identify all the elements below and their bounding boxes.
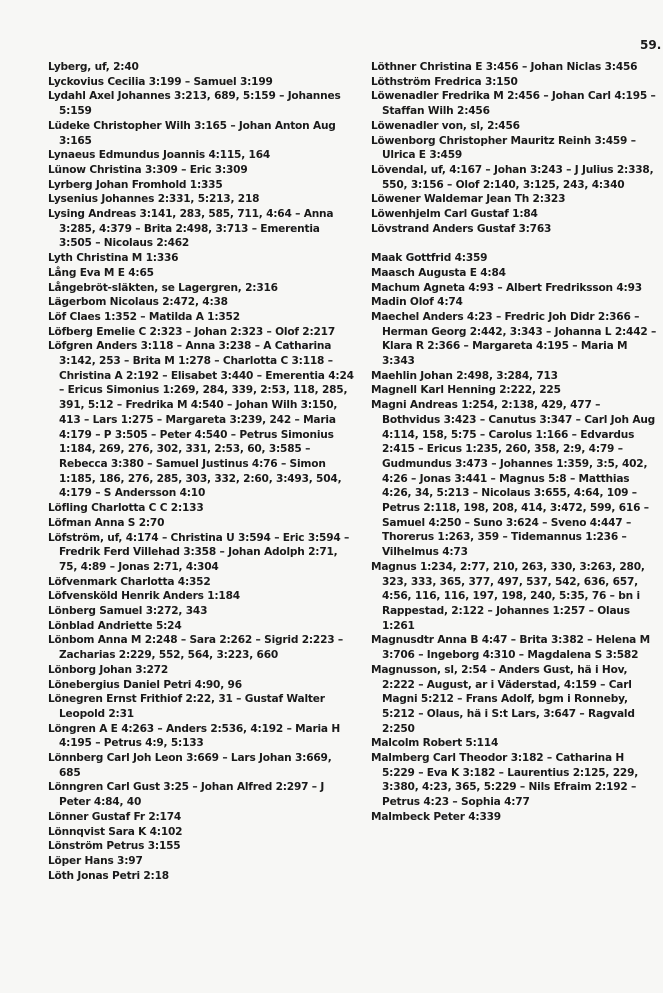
index-entry: Lönbom Anna M 2:248 – Sara 2:262 – Sigrid 2:223 – Zacharias 2:229, 552, 564, 3:223, 660 — [48, 634, 344, 662]
index-entry: Löthström Fredrica 3:150 — [371, 75, 518, 88]
index-entry: Lynaeus Edmundus Joannis 4:115, 164 — [48, 149, 271, 162]
index-entry: Lövstrand Anders Gustaf 3:763 — [371, 222, 552, 235]
index-entry: Löfman Anna S 2:70 — [48, 516, 165, 529]
index-column-right — [371, 60, 659, 825]
index-entry: Maechel Anders 4:23 – Fredric Joh Didr 2:366 – Herman Georg 2:442, 3:343 – Johanna L 2:442 – Klara R 2:366 – Margareta 4:195 – Maria M 3:343 — [371, 310, 657, 368]
index-entry: Maehlin Johan 2:498, 3:284, 713 — [371, 369, 558, 382]
index-entry: Löwener Waldemar Jean Th 2:323 — [371, 193, 566, 206]
index-entry: Lyberg, uf, 2:40 — [48, 61, 139, 73]
index-entry: Löwenborg Christopher Mauritz Reinh 3:459 – Ulrica E 3:459 — [371, 134, 636, 162]
index-entry: Löwenhjelm Carl Gustaf 1:84 — [371, 208, 538, 221]
index-entry: Löper Hans 3:97 — [48, 854, 143, 867]
index-entry: Malmbeck Peter 4:339 — [371, 810, 501, 823]
index-entry: Magnusson, sl, 2:54 – Anders Gust, hä i Hov, 2:222 – August, ar i Väderstad, 4:159 – Carl Magni 5:212 – Frans Adolf, bgm i Ronneby, 5:212 – Olaus, hä i S:t Lars, 3:647 – Ragvald 2:250 — [371, 663, 635, 735]
index-entry: Lydahl Axel Johannes 3:213, 689, 5:159 – Johannes 5:159 — [48, 90, 341, 118]
index-entry: Magni Andreas 1:254, 2:138, 429, 477 – Bothvidus 3:423 – Canutus 3:347 – Carl Joh Aug 4:114, 158, 5:75 – Carolus 1:166 – Edvardus 2:415 – Ericus 1:235, 260, 358, 2:9, 4:79 – Gudmundus 3:473 – Johannes 1:359, 3:5, 402, 4:26 – Jonas 3:441 – Magnus 5:8 – Matthias 4:26, 34, 5:213 – Nicolaus 3:655, 4:64, 109 – Petrus 2:118, 198, 208, 414, 3:472, 599, 616 – Samuel 4:250 – Suno 3:624 – Sveno 4:447 – Thorerus 1:263, 359 – Tidemannus 1:236 – Vilhelmus 4:73 — [371, 399, 656, 559]
index-entry: Långebröt-släkten, se Lagergren, 2:316 — [48, 281, 278, 294]
page-number: 59. — [640, 38, 662, 52]
index-entry: Löfvensköld Henrik Anders 1:184 — [48, 590, 240, 603]
index-entry: Magnell Karl Henning 2:222, 225 — [371, 384, 561, 397]
index-entry: Lönnberg Carl Joh Leon 3:669 – Lars Johan 3:669, 685 — [48, 752, 332, 779]
index-column-left — [48, 60, 354, 883]
index-entry: Lyth Christina M 1:336 — [48, 252, 179, 265]
index-entry: Malcolm Robert 5:114 — [371, 737, 499, 750]
index-entry: Lyckovius Cecilia 3:199 – Samuel 3:199 — [48, 75, 273, 88]
index-entry: Lyrberg Johan Fromhold 1:335 — [48, 178, 223, 191]
index-entry: Madin Olof 4:74 — [371, 296, 463, 309]
index-entry: Lägerbom Nicolaus 2:472, 4:38 — [48, 296, 228, 309]
index-entry: Lönnqvist Sara K 4:102 — [48, 825, 183, 838]
index-entry: Lönegren Ernst Frithiof 2:22, 31 – Gustaf Walter Leopold 2:31 — [48, 693, 325, 720]
index-entry: Lönborg Johan 3:272 — [48, 663, 168, 676]
index-entry: Malmberg Carl Theodor 3:182 – Catharina H 5:229 – Eva K 3:182 – Laurentius 2:125, 229, 3:380, 4:23, 365, 5:229 – Nils Efraim 2:192 – Petrus 4:23 – Sophia 4:77 — [371, 752, 639, 809]
index-entry: Lysing Andreas 3:141, 283, 585, 711, 4:64 – Anna 3:285, 4:379 – Brita 2:498, 3:713 – Emerentia 3:505 – Nicolaus 2:462 — [48, 208, 334, 250]
index-entry: Löwenadler von, sl, 2:456 — [371, 119, 520, 132]
index-entry: Löf Claes 1:352 – Matilda A 1:352 — [48, 310, 240, 323]
index-group-ma — [371, 251, 659, 824]
index-entry: Machum Agneta 4:93 – Albert Fredriksson 4:93 — [371, 281, 642, 294]
index-entry: Maasch Augusta E 4:84 — [371, 266, 506, 279]
index-entry: Lönberg Samuel 3:272, 343 — [48, 605, 208, 618]
index-entry: Lång Eva M E 4:65 — [48, 266, 154, 279]
index-entry: Lönner Gustaf Fr 2:174 — [48, 810, 182, 823]
index-entry: Lysenius Johannes 2:331, 5:213, 218 — [48, 193, 260, 206]
index-entry: Lönngren Carl Gust 3:25 – Johan Alfred 2:297 – J Peter 4:84, 40 — [48, 781, 325, 809]
index-entry: Löfgren Anders 3:118 – Anna 3:238 – A Catharina 3:142, 253 – Brita M 1:278 – Charlotta C 3:118 – Christina A 2:192 – Elisabet 3:440 – Emerentia 4:24 – Ericus Simonius 1:269, 284, 339, 2:53, 118, 285, 391, 5:12 – Fredrika M 4:540 – Johan Wilh 3:150, 413 – Lars 1:275 – Margareta 3:239, 242 – Maria 4:179 – P 3:505 – Peter 4:540 – Petrus Simonius 1:184, 269, 276, 302, 331, 2:53, 60, 3:585 – Rebecca 3:380 – Samuel Justinus 4:76 – Simon 1:185, 186, 276, 285, 303, 332, 2:60, 3:493, 504, 4:179 – S Andersson 4:10 — [48, 340, 354, 500]
index-entry: Löfling Charlotta C C 2:133 — [48, 502, 204, 515]
index-group-lo — [371, 60, 659, 236]
index-entry: Löngren A E 4:263 – Anders 2:536, 4:192 – Maria H 4:195 – Petrus 4:9, 5:133 — [48, 722, 341, 750]
index-entry: Löfvenmark Charlotta 4:352 — [48, 575, 211, 588]
index-entry: Löwenadler Fredrika M 2:456 – Johan Carl 4:195 – Staffan Wilh 2:456 — [371, 90, 656, 118]
index-entry: Maak Gottfrid 4:359 — [371, 252, 488, 265]
index-entry: Lüdeke Christopher Wilh 3:165 – Johan Anton Aug 3:165 — [48, 119, 336, 147]
index-entry: Lünow Christina 3:309 – Eric 3:309 — [48, 163, 248, 176]
index-entry: Magnusdtr Anna B 4:47 – Brita 3:382 – Helena M 3:706 – Ingeborg 4:310 – Magdalena S 3:582 — [371, 634, 650, 662]
index-entry: Löth Jonas Petri 2:18 — [48, 869, 169, 882]
index-entry: Löfström, uf, 4:174 – Christina U 3:594 – Eric 3:594 – Fredrik Ferd Villehad 3:358 – Johan Adolph 2:71, 75, 4:89 – Jonas 2:71, 4:304 — [48, 531, 350, 573]
index-entry: Löfberg Emelie C 2:323 – Johan 2:323 – Olof 2:217 — [48, 325, 336, 338]
index-entry: Löthner Christina E 3:456 – Johan Niclas 3:456 — [371, 61, 638, 73]
index-entry: Lövendal, uf, 4:167 – Johan 3:243 – J Julius 2:338, 550, 3:156 – Olof 2:140, 3:125, 243, 4:340 — [371, 163, 654, 191]
index-entry: Magnus 1:234, 2:77, 210, 263, 330, 3:263, 280, 323, 333, 365, 377, 497, 537, 542, 636, 657, 4:56, 116, 116, 197, 198, 240, 5:35, 76 – bn i Rappestad, 2:122 – Johannes 1:257 – Olaus 1:261 — [371, 560, 645, 632]
index-entry: Lönblad Andriette 5:24 — [48, 619, 182, 632]
index-entry: Lönebergius Daniel Petri 4:90, 96 — [48, 678, 242, 691]
index-entry: Lönström Petrus 3:155 — [48, 840, 181, 853]
